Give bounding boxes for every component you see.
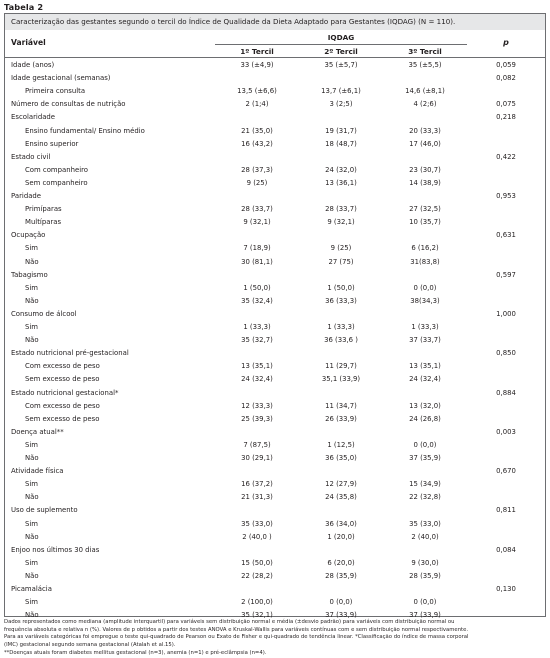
tercile-cell: 35 (±5,5) <box>408 61 442 69</box>
tercile-cell: 24 (26,8) <box>409 414 441 423</box>
table-row <box>5 178 545 191</box>
tercile-cell: 19 (31,7) <box>325 126 357 135</box>
table-row <box>5 571 545 584</box>
tercile-cell: 9 (25) <box>246 178 268 187</box>
table-row <box>5 296 545 309</box>
row-label: Número de consultas de nutrição <box>11 100 126 109</box>
tercile-cell: 28 (33,7) <box>241 205 273 214</box>
tercile-cell: 24 (32,0) <box>325 165 357 174</box>
tercile-cell: 31(83,8) <box>410 257 440 266</box>
table-row <box>5 519 545 532</box>
row-label: Uso de suplemento <box>11 506 78 515</box>
row-label: Não <box>25 493 39 502</box>
tercile-cell: 28 (35,9) <box>409 571 441 580</box>
table-caption: Caracterização das gestantes segundo o tercil do Índice de Qualidade da Dieta Adaptado para Gestantes (IQDAG) (N = 110). <box>5 14 545 30</box>
table-row <box>5 388 545 401</box>
tercile-cell: 1 (33,3) <box>327 323 355 331</box>
tercile-cell: 20 (33,3) <box>409 126 441 135</box>
tercile-cell: 13 (36,1) <box>325 178 357 187</box>
row-label: Picamalácia <box>11 585 52 593</box>
tercile-cell: 9 (25) <box>330 244 352 253</box>
table-row <box>5 492 545 505</box>
table-row <box>5 152 545 165</box>
tercile-cell: 15 (34,9) <box>409 480 441 489</box>
table-row <box>5 126 545 139</box>
table-row <box>5 257 545 270</box>
table-row <box>5 401 545 414</box>
tercile-cell: 35 (33,0) <box>409 519 441 528</box>
tercile-cell: 24 (32,4) <box>241 375 273 384</box>
header-group: IQDAG <box>327 33 355 42</box>
tercile-cell: 9 (32,1) <box>243 218 271 227</box>
p-value-cell: 0,422 <box>496 152 516 161</box>
tercile-cell: 22 (28,2) <box>241 571 273 580</box>
tercile-cell: 22 (32,8) <box>409 493 441 502</box>
tercile-cell: 7 (18,9) <box>243 244 271 253</box>
row-label: Sim <box>25 323 39 331</box>
p-value-cell: 0,130 <box>496 585 516 593</box>
p-value-cell: 1,000 <box>496 309 516 318</box>
row-label: Não <box>25 336 39 345</box>
p-value-cell: 0,884 <box>496 388 516 397</box>
row-label: Com companheiro <box>25 165 89 174</box>
tercile-cell: 27 (75) <box>328 257 354 266</box>
row-label: Sim <box>25 480 39 489</box>
table-row <box>5 348 545 361</box>
tercile-cell: 30 (81,1) <box>241 257 273 266</box>
p-value-cell: 0,084 <box>496 545 516 554</box>
tercile-cell: 35 (33,0) <box>241 519 273 528</box>
tercile-cell: 1 (50,0) <box>243 283 271 292</box>
tercile-cell: 13 (32,0) <box>409 401 441 410</box>
row-label: Não <box>25 532 39 541</box>
table-row <box>5 60 545 73</box>
tercile-cell: 3 (2;5) <box>329 100 353 109</box>
tercile-cell: 6 (20,0) <box>327 558 355 567</box>
tercile-cell: 9 (32,1) <box>327 218 355 227</box>
tercile-cell: 37 (33,9) <box>325 611 357 620</box>
tercile-cell: 2 (1;4) <box>245 100 269 109</box>
table-row <box>5 414 545 427</box>
p-value-cell: 0,953 <box>496 192 516 200</box>
p-value-cell: 0,631 <box>496 231 516 240</box>
tercile-cell: 12 (27,9) <box>325 480 357 489</box>
table-row <box>5 139 545 152</box>
row-label: Primíparas <box>25 205 62 214</box>
tercile-cell: 1 (20,0) <box>327 532 355 541</box>
table-row <box>5 165 545 178</box>
header-variable: Variável <box>11 38 46 47</box>
row-label: Não <box>25 571 39 580</box>
table-row <box>5 243 545 256</box>
row-label: Paridade <box>11 192 42 200</box>
p-value-cell: 0,003 <box>496 427 516 436</box>
header-tercile-1: 1º Tercil <box>240 47 274 56</box>
tercile-cell: 33 (±4,9) <box>240 61 274 69</box>
tercile-cell: 37 (33,7) <box>409 336 441 345</box>
table-row <box>5 466 545 479</box>
tercile-cell: 1 (12,5) <box>327 440 355 449</box>
tercile-cell: 28 (37,3) <box>241 165 273 174</box>
tercile-cell: 0 (0,0) <box>413 440 437 449</box>
table-row <box>5 453 545 466</box>
tercile-cell: 36 (35,0) <box>325 454 357 462</box>
note-line: **Doenças atuais foram diabetes mellitus gestacional (n=3), anemia (n=1) e pré-eclâmpsia (n=4). <box>4 649 267 656</box>
tercile-cell: 13,5 (±6,6) <box>237 87 277 96</box>
table-label: Tabela 2 <box>4 2 44 12</box>
header-p: p <box>503 38 509 47</box>
tercile-cell: 37 (33,9) <box>409 611 441 620</box>
row-label: Ocupação <box>11 231 46 240</box>
table-row <box>5 374 545 387</box>
tercile-cell: 2 (100,0) <box>241 598 273 607</box>
tercile-cell: 13 (35,1) <box>241 362 273 371</box>
table-notes <box>4 619 546 658</box>
tercile-cell: 1 (33,3) <box>411 323 439 331</box>
tercile-cell: 23 (30,7) <box>409 165 441 174</box>
row-label: Sim <box>25 244 39 253</box>
note-line: Para as variáveis categóricas foi empregue o teste qui-quadrado de Pearson ou Exato de Fisher e qui-quadrado de tendência linear. *Classificação do índice de massa corporal <box>4 634 469 641</box>
table-row <box>5 112 545 125</box>
table-row <box>5 309 545 322</box>
row-label: Multíparas <box>25 218 62 227</box>
table-row <box>5 86 545 99</box>
row-label: Sim <box>25 440 39 449</box>
table-row <box>5 99 545 112</box>
row-label: Enjoo nos últimos 30 dias <box>11 545 100 554</box>
table-row <box>5 283 545 296</box>
row-label: Tabagismo <box>11 270 48 279</box>
tercile-cell: 36 (33,6 ) <box>324 336 358 345</box>
table-frame <box>4 13 546 620</box>
tercile-cell: 2 (40,0 ) <box>242 532 272 541</box>
table-row <box>5 440 545 453</box>
tercile-cell: 37 (35,9) <box>409 454 441 462</box>
tercile-cell: 6 (16,2) <box>411 244 439 253</box>
p-value-cell: 0,059 <box>496 61 516 69</box>
tercile-cell: 16 (37,2) <box>241 480 273 489</box>
p-value-cell: 0,811 <box>496 506 516 515</box>
row-label: Não <box>25 296 39 305</box>
row-label: Sim <box>25 519 39 528</box>
row-label: Estado nutricional gestacional* <box>11 388 119 397</box>
tercile-cell: 21 (35,0) <box>241 126 273 135</box>
table-row <box>5 335 545 348</box>
table-row <box>5 270 545 283</box>
tercile-cell: 2 (40,0) <box>411 532 439 541</box>
p-value-cell: 0,670 <box>496 467 516 476</box>
row-label: Ensino fundamental/ Ensino médio <box>25 126 145 135</box>
table-row <box>5 361 545 374</box>
tercile-cell: 25 (39,3) <box>241 414 273 423</box>
tercile-cell: 35 (32,7) <box>241 336 273 345</box>
row-label: Atividade física <box>11 467 64 476</box>
tercile-cell: 11 (34,7) <box>325 401 357 410</box>
tercile-cell: 35 (±5,7) <box>324 61 358 69</box>
row-label: Sim <box>25 598 39 607</box>
tercile-cell: 35,1 (33,9) <box>321 375 361 384</box>
tercile-cell: 10 (35,7) <box>409 218 441 227</box>
table-row <box>5 217 545 230</box>
tercile-cell: 21 (31,3) <box>241 493 273 502</box>
row-label: Com excesso de peso <box>25 401 100 410</box>
tercile-cell: 9 (30,0) <box>411 558 439 567</box>
row-label: Primeira consulta <box>25 87 86 96</box>
row-label: Não <box>25 454 39 462</box>
tercile-cell: 12 (33,3) <box>241 401 273 410</box>
p-value-cell: 0,597 <box>496 270 516 279</box>
table-row <box>5 597 545 610</box>
table-row <box>5 479 545 492</box>
header-tercile-2: 2º Tercil <box>324 47 358 56</box>
tercile-cell: 7 (87,5) <box>243 440 271 449</box>
tercile-cell: 17 (46,0) <box>409 139 441 148</box>
tercile-cell: 35 (32,4) <box>241 296 273 305</box>
row-label: Doença atual** <box>11 427 64 436</box>
table-row <box>5 204 545 217</box>
tercile-cell: 30 (29,1) <box>241 454 273 462</box>
tercile-cell: 36 (33,3) <box>325 296 357 305</box>
row-label: Estado civil <box>11 152 51 161</box>
tercile-cell: 0 (0,0) <box>329 598 353 607</box>
tercile-cell: 16 (43,2) <box>241 139 273 148</box>
note-line: frequência absoluta e relativa n (%). Valores de p obtidos a partir dos testes ANOVA e Kruskal-Wallis para variáveis contínuas com e sem distribuição normal respectivamente. <box>4 626 469 633</box>
tercile-cell: 28 (35,9) <box>325 571 357 580</box>
tercile-cell: 36 (34,0) <box>325 519 357 528</box>
table-row <box>5 191 545 204</box>
row-label: Sim <box>25 283 39 292</box>
tercile-cell: 15 (50,0) <box>241 558 273 567</box>
p-value-cell: 0,850 <box>496 349 516 358</box>
row-label: Consumo de álcool <box>11 309 77 318</box>
row-label: Sim <box>25 558 39 567</box>
table-row <box>5 322 545 335</box>
tercile-cell: 35 (32,1) <box>241 611 273 620</box>
tercile-cell: 38(34,3) <box>410 296 440 305</box>
tercile-cell: 13,7 (±6,1) <box>321 87 361 96</box>
note-line: (IMC) gestacional segundo semana gestacional (Atalah et al.15). <box>4 642 176 649</box>
row-label: Idade (anos) <box>11 61 55 69</box>
row-label: Sem excesso de peso <box>25 375 100 384</box>
table-row <box>5 584 545 597</box>
tercile-cell: 26 (33,9) <box>325 414 357 423</box>
table-row <box>5 505 545 518</box>
tercile-cell: 13 (35,1) <box>409 362 441 371</box>
header-group-rule <box>215 44 467 45</box>
row-label: Não <box>25 611 39 620</box>
tercile-cell: 1 (33,3) <box>243 323 271 331</box>
tercile-cell: 24 (35,8) <box>325 493 357 502</box>
table-row <box>5 558 545 571</box>
note-line: Dados representados como mediana (amplitude interquartil) para variáveis sem distribuição normal e média (±desvio padrão) para variáveis com distribuição normal ou <box>4 619 455 625</box>
tercile-cell: 0 (0,0) <box>413 283 437 292</box>
row-label: Idade gestacional (semanas) <box>11 74 111 83</box>
row-label: Sem excesso de peso <box>25 414 100 423</box>
p-value-cell: 0,075 <box>496 100 516 109</box>
row-label: Com excesso de peso <box>25 362 100 371</box>
tercile-cell: 14,6 (±8,1) <box>405 87 445 96</box>
tercile-cell: 0 (0,0) <box>413 598 437 607</box>
tercile-cell: 28 (33,7) <box>325 205 357 214</box>
row-label: Escolaridade <box>11 113 56 122</box>
tercile-cell: 1 (50,0) <box>327 283 355 292</box>
table-row <box>5 532 545 545</box>
table-row <box>5 230 545 243</box>
tercile-cell: 4 (2;6) <box>413 100 437 109</box>
tercile-cell: 27 (32,5) <box>409 205 441 214</box>
row-label: Ensino superior <box>25 139 79 148</box>
table-row <box>5 545 545 558</box>
tercile-cell: 24 (32,4) <box>409 375 441 384</box>
tercile-cell: 18 (48,7) <box>325 139 357 148</box>
p-value-cell: 0,218 <box>496 113 516 122</box>
table-row <box>5 73 545 86</box>
tercile-cell: 11 (29,7) <box>325 362 357 371</box>
header-bottom-rule <box>5 57 545 58</box>
header-tercile-3: 3º Tercil <box>408 47 442 56</box>
row-label: Não <box>25 257 39 266</box>
table-row <box>5 427 545 440</box>
p-value-cell: 0,082 <box>496 74 516 83</box>
row-label: Estado nutricional pré-gestacional <box>11 349 129 358</box>
row-label: Sem companheiro <box>25 178 88 187</box>
tercile-cell: 14 (38,9) <box>409 178 441 187</box>
